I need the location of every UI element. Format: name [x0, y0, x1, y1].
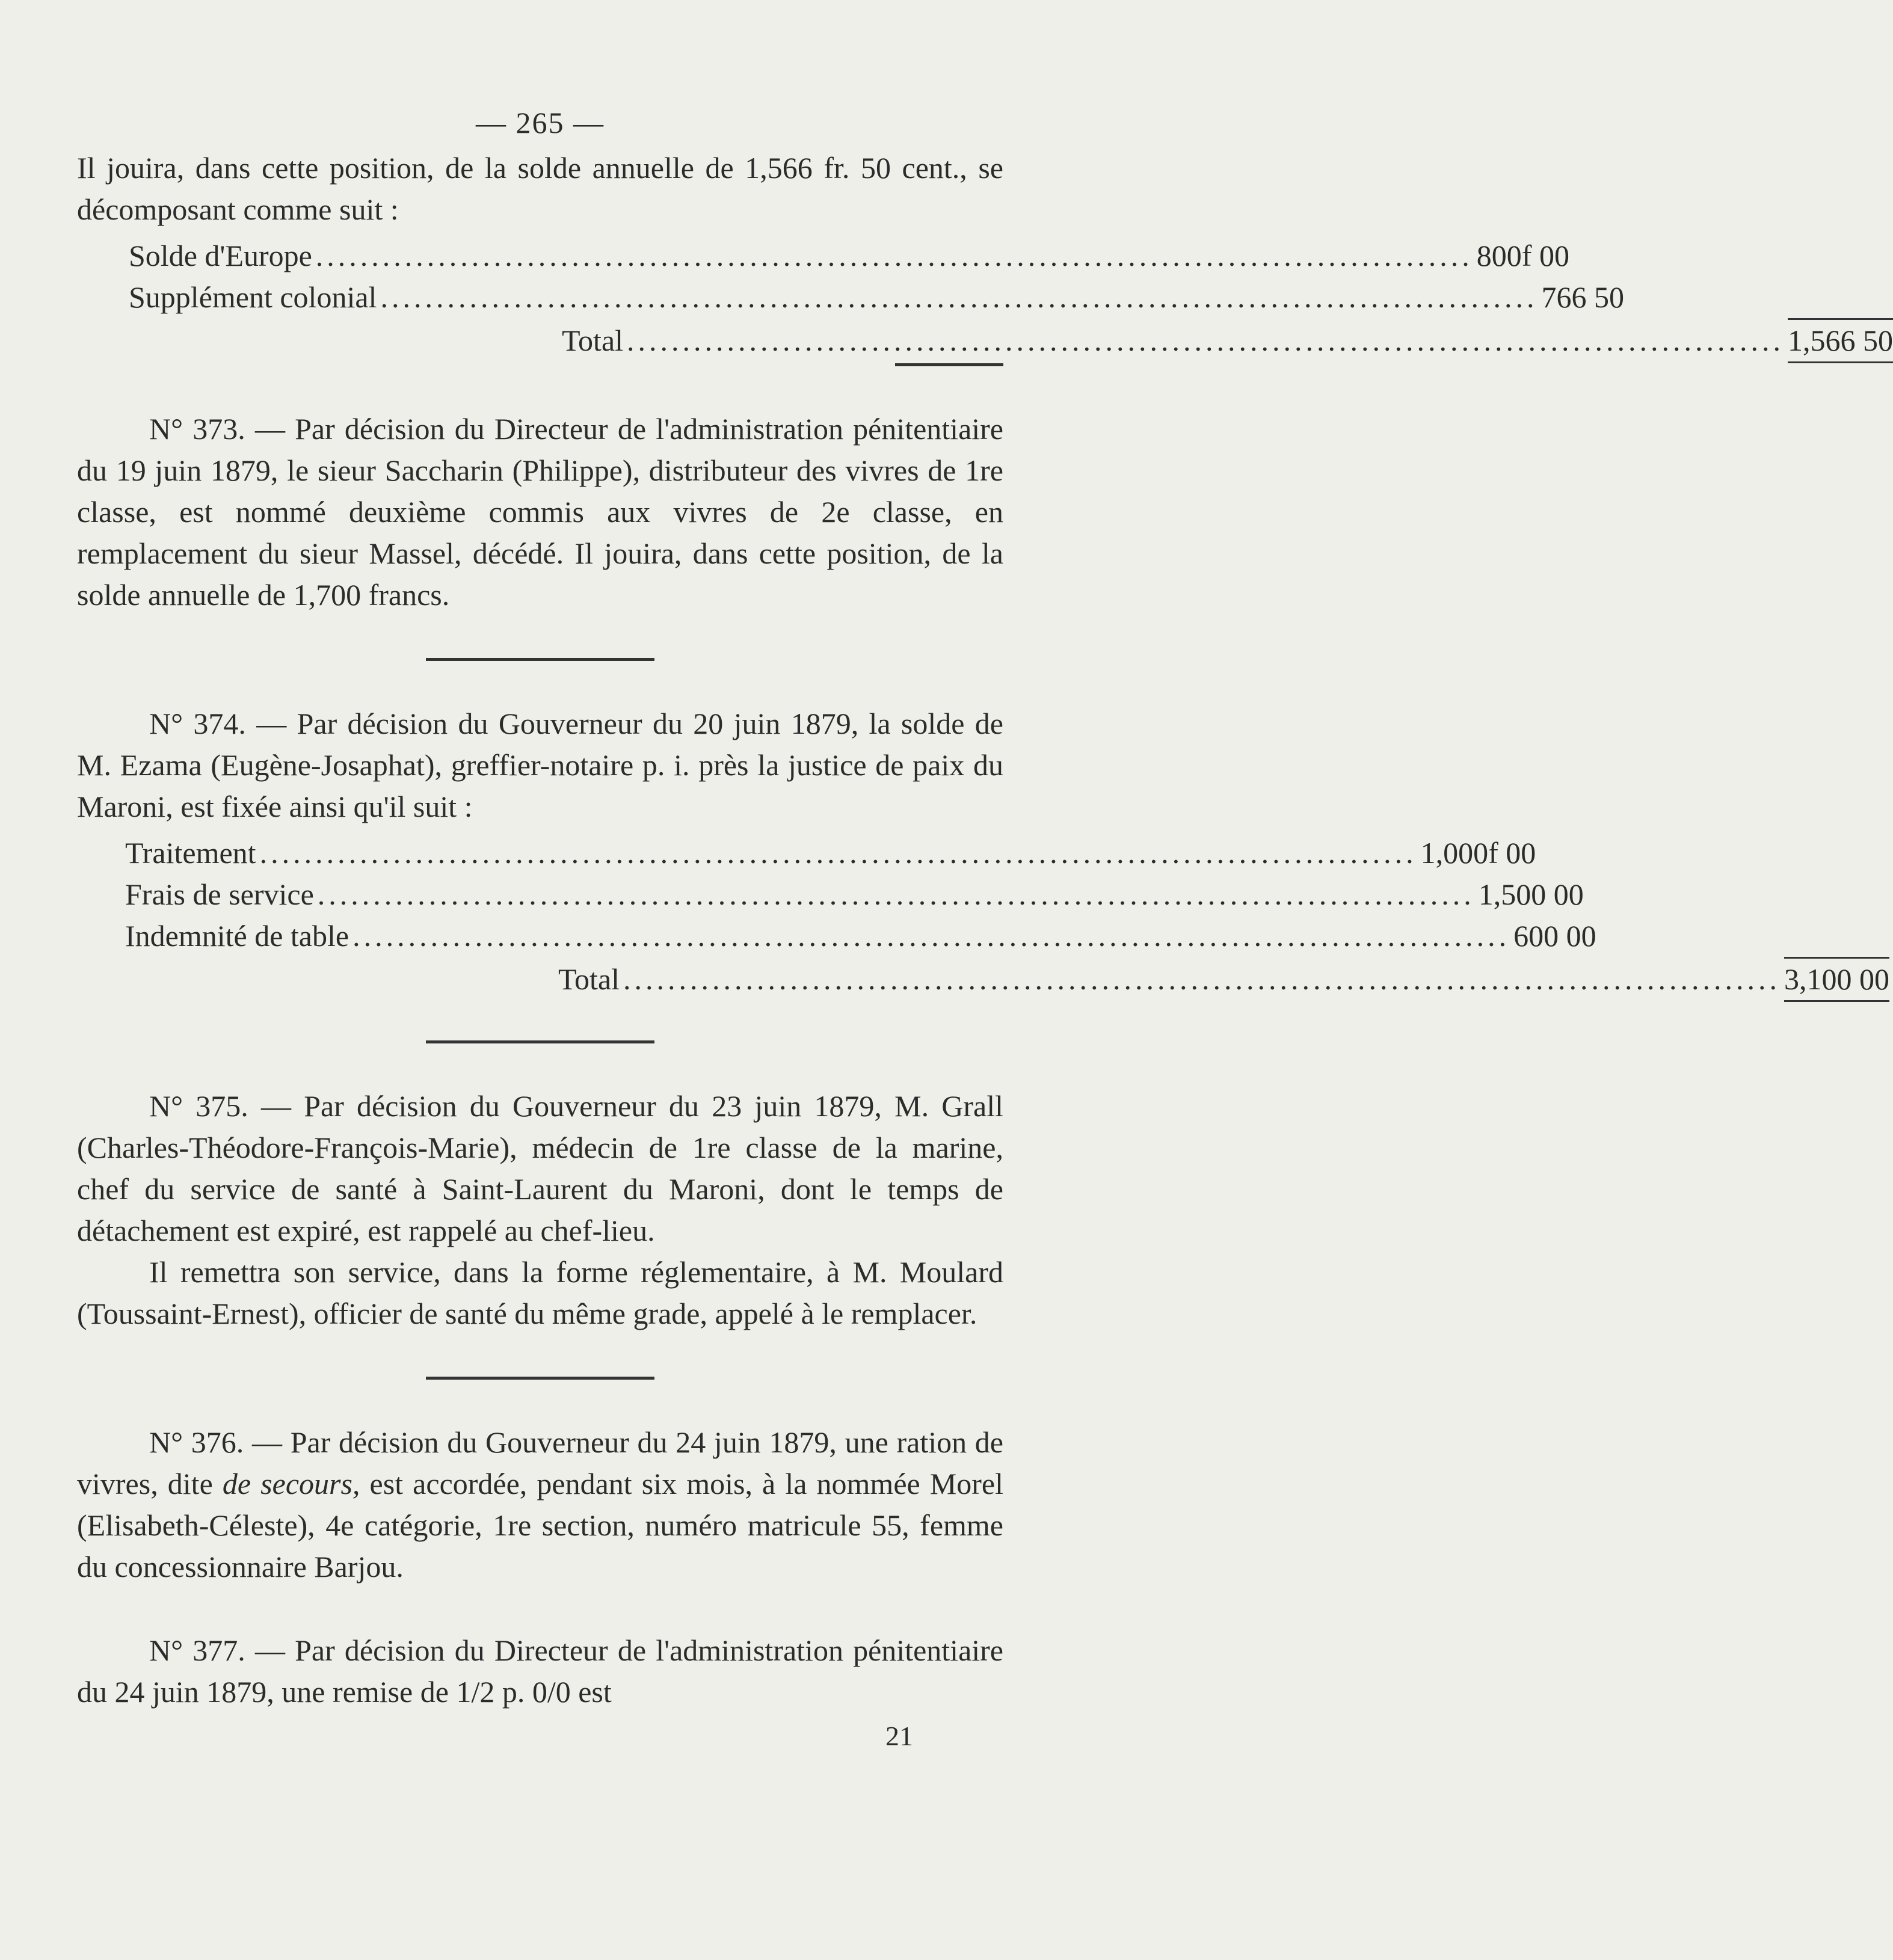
- decision-376: [77, 1422, 1003, 1588]
- decision-375-continued: Il remettra son service, dans la forme réglementaire, à M. Moulard (Toussaint-Ernest), officier de santé du même grade, appelé à le remplacer.: [77, 1255, 1003, 1330]
- intro-ledger: [129, 235, 1893, 360]
- ledger-row: [129, 277, 1624, 318]
- leader-dots: ........................................................................................................: [259, 836, 1417, 870]
- signature-mark: 21: [885, 1721, 913, 1751]
- ledger-amount: 1,000f 00: [1420, 836, 1536, 870]
- ledger-row: [129, 235, 1569, 277]
- decision-376-part-b: est accordée, pendant six mois, à la nommée Morel (Elisabeth-Céleste), 4e catégorie, 1re section, numéro matricule 55, femme du concessionnaire Barjou.: [77, 1467, 1003, 1584]
- ledger-row: [125, 915, 1596, 957]
- ledger-total-row: [125, 957, 1890, 998]
- ledger-row: [125, 832, 1536, 874]
- ledger-total-row: [129, 318, 1893, 360]
- page-number: — 265 —: [476, 106, 605, 140]
- decision-373: N° 373. — Par décision du Directeur de l'administration pénitentiaire du 19 juin 1879, le sieur Saccharin (Philippe), distributeur des vivres de 1re classe, est nommé deuxième commis aux vivres de 2e classe, en remplacement du sieur Massel, décédé. Il jouira, dans cette position, de la solde annuelle de 1,700 francs.: [77, 412, 1003, 612]
- ledger-label: Traitement: [125, 836, 256, 870]
- ledger-label: Frais de service: [125, 877, 314, 911]
- ledger-amount: 600 00: [1513, 919, 1596, 953]
- ledger-amount: 1,500 00: [1478, 877, 1584, 911]
- ledger-total-label: Total: [558, 962, 620, 996]
- decision-374-ledger: [125, 832, 1890, 998]
- ledger-label: Indemnité de table: [125, 919, 349, 953]
- ledger-row: [125, 874, 1584, 915]
- leader-dots: ........................................................................................................: [315, 239, 1473, 272]
- decision-376-part-a: N° 376. — Par décision du Gouverneur du 24 juin 1879, une ration de vivres, dite: [77, 1425, 1003, 1501]
- leader-dots: ........................................................................................................: [352, 919, 1510, 953]
- leader-dots: ........................................................................................................: [317, 877, 1475, 911]
- ledger-amount: 800f 00: [1476, 239, 1569, 272]
- ledger-total-label: Total: [562, 324, 624, 357]
- section-rule: [426, 658, 654, 661]
- ledger-label: Supplément colonial: [129, 280, 377, 314]
- ledger-total-amount: 1,566 50: [1788, 318, 1893, 363]
- intro-paragraph: Il jouira, dans cette position, de la solde annuelle de 1,566 fr. 50 cent., se décomposant comme suit :: [77, 151, 1003, 226]
- section-rule: [426, 1040, 654, 1043]
- ledger-total-amount: 3,100 00: [1784, 957, 1889, 1002]
- leader-dots: ........................................................................................................: [623, 962, 1781, 996]
- decision-374: N° 374. — Par décision du Gouverneur du 20 juin 1879, la solde de M. Ezama (Eugène-Josaphat), greffier-notaire p. i. près la justice de paix du Maroni, est fixée ainsi qu'il suit :: [77, 707, 1003, 823]
- decision-376-italic: de secours,: [222, 1467, 360, 1501]
- section-rule: [426, 1377, 654, 1380]
- ledger-label: Solde d'Europe: [129, 239, 312, 272]
- leader-dots: ........................................................................................................: [380, 280, 1538, 314]
- decision-377: N° 377. — Par décision du Directeur de l'administration pénitentiaire du 24 juin 1879, une remise de 1/2 p. 0/0 est: [77, 1633, 1003, 1709]
- page-content: [77, 102, 1893, 1757]
- leader-dots: ........................................................................................................: [627, 324, 1785, 357]
- ledger-amount: 766 50: [1541, 280, 1624, 314]
- decision-375: N° 375. — Par décision du Gouverneur du 23 juin 1879, M. Grall (Charles-Théodore-François-Marie), médecin de 1re classe de la marine, chef du service de santé à Saint-Laurent du Maroni, dont le temps de détachement est expiré, est rappelé au chef-lieu.: [77, 1089, 1003, 1247]
